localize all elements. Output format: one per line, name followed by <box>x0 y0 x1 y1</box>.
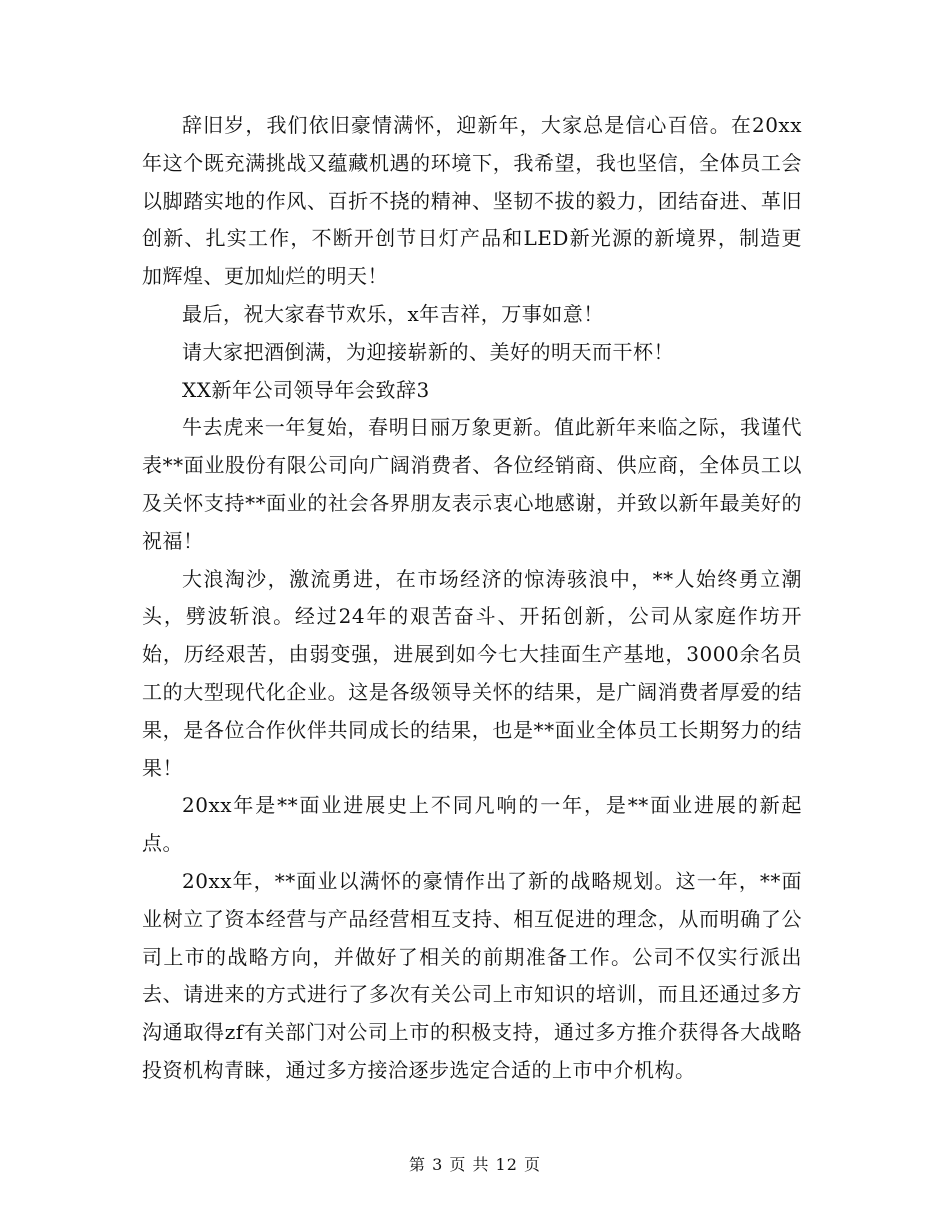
document-body <box>142 107 802 1090</box>
section-heading: XX新年公司领导年会致辞3 <box>182 377 430 402</box>
paragraph-history: 大浪淘沙，激流勇进，在市场经济的惊涛骇浪中，**人始终勇立潮头，劈波斩浪。经过24年的艰苦奋斗、开拓创新，公司从家庭作坊开始，历经艰苦，由弱变强，进展到如今七大挂面生产基地，3000余名员工的大型现代化企业。这是各级领导关怀的结果，是广阔消费者厚爱的结果，是各位合作伙伴共同成长的结果，也是**面业全体员工长期努力的结果！ <box>142 566 802 780</box>
paragraph-blessing: 最后，祝大家春节欢乐，x年吉祥，万事如意！ <box>182 301 604 326</box>
paragraph-toast: 请大家把酒倒满，为迎接崭新的、美好的明天而干杯！ <box>182 339 674 364</box>
paragraph-greeting: 牛去虎来一年复始，春明日丽万象更新。值此新年来临之际，我谨代表**面业股份有限公司向广阔消费者、各位经销商、供应商，全体员工以及关怀支持**面业的社会各界朋友表示衷心地感谢，并致以新年最美好的祝福！ <box>142 415 802 553</box>
paragraph-milestone: 20xx年是**面业进展史上不同凡响的一年，是**面业进展的新起点。 <box>142 793 802 856</box>
page-number-footer: 第 3 页 共 12 页 <box>409 1155 541 1174</box>
paragraph-closing-wishes: 辞旧岁，我们依旧豪情满怀，迎新年，大家总是信心百倍。在20xx年这个既充满挑战又蕴藏机遇的环境下，我希望，我也坚信，全体员工会以脚踏实地的作风、百折不挠的精神、坚韧不拔的毅力，团结奋进、革旧创新、扎实工作，不断开创节日灯产品和LED新光源的新境界，制造更加辉煌、更加灿烂的明天！ <box>142 113 802 289</box>
paragraph-strategy: 20xx年，**面业以满怀的豪情作出了新的战略规划。这一年，**面业树立了资本经营与产品经营相互支持、相互促进的理念，从而明确了公司上市的战略方向，并做好了相关的前期准备工作。公司不仅实行派出去、请进来的方式进行了多次有关公司上市知识的培训，而且还通过多方沟通取得zf有关部门对公司上市的积极支持，通过多方推介获得各大战略投资机构青睐，通过多方接洽逐步选定合适的上市中介机构。 <box>142 868 802 1082</box>
